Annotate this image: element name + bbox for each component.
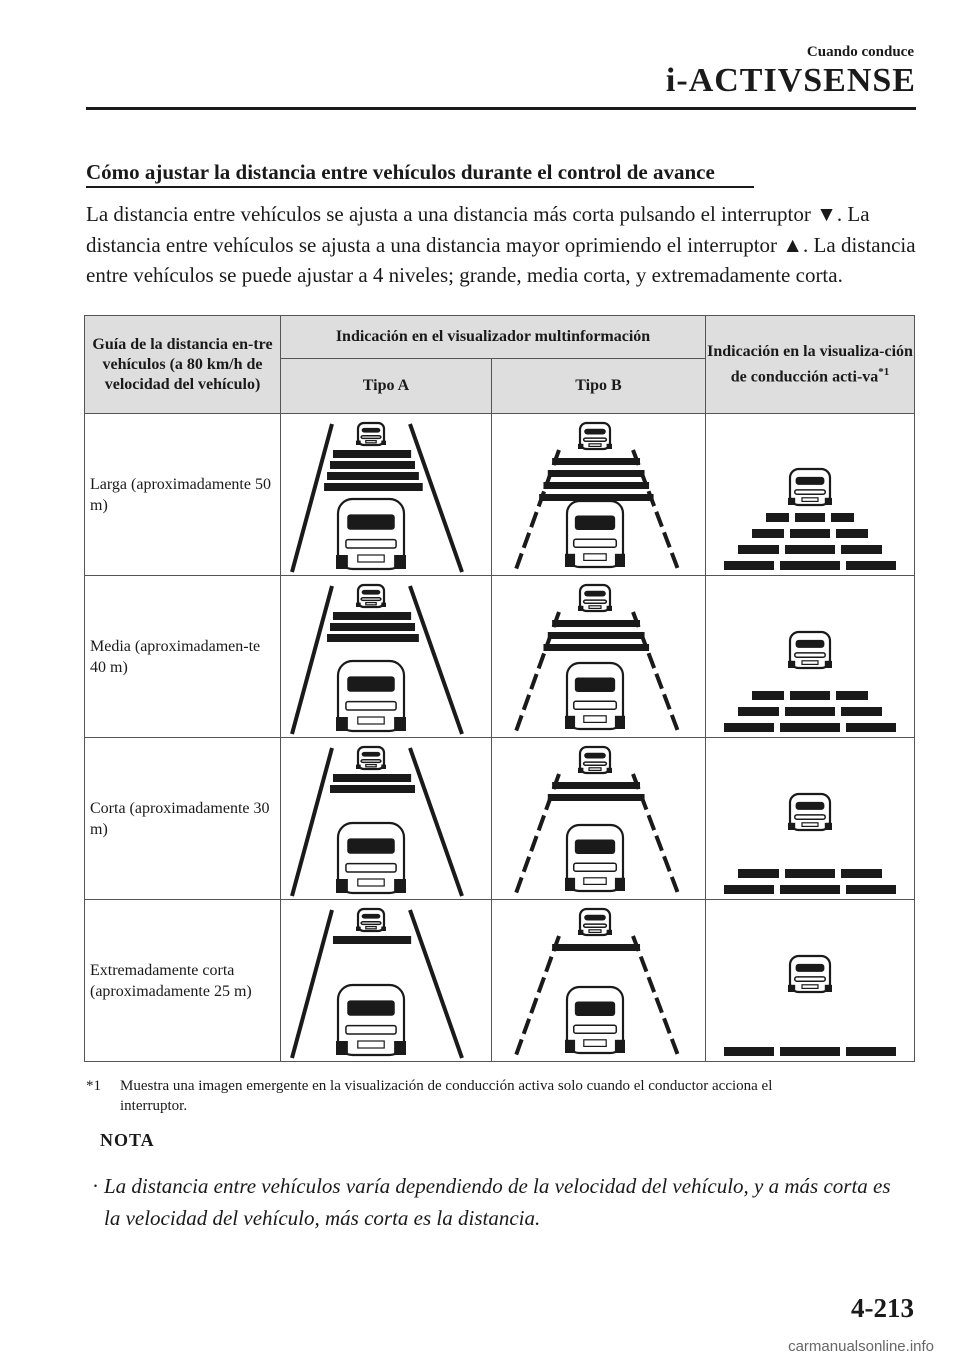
table-row <box>85 414 915 576</box>
lead-vehicle-icon <box>356 909 386 931</box>
distance-bar-left <box>738 869 779 878</box>
lead-vehicle-icon <box>578 909 612 935</box>
footnote-text-continued: interruptor. <box>120 1098 188 1114</box>
table-row <box>85 900 915 1062</box>
distance-bar-center <box>785 707 835 716</box>
row-label-larga: Larga (aproximadamente 50 m) <box>90 476 271 514</box>
distance-bar-left <box>724 723 774 732</box>
lane-line-right <box>633 774 679 896</box>
distance-bar <box>552 944 640 951</box>
section-title: Cómo ajustar la distancia entre vehículos durante el control de avance <box>86 160 715 184</box>
row-label-corta: Corta (aproximadamente 30 m) <box>90 800 270 838</box>
distance-bar-right <box>831 513 854 522</box>
distance-bar-center <box>780 885 840 894</box>
lane-line-left <box>515 936 559 1058</box>
distance-bar-center <box>795 513 825 522</box>
distance-bar-left <box>724 885 774 894</box>
lead-vehicle-icon <box>788 956 832 992</box>
distance-bar <box>547 794 644 801</box>
section-title-underline <box>86 186 754 188</box>
distance-bar-right <box>841 869 882 878</box>
chapter-title: i-ACTIVSENSE <box>665 62 916 99</box>
distance-bar <box>543 482 649 489</box>
col-tipo-b-header: Tipo B <box>492 359 706 414</box>
distance-bar <box>333 450 411 458</box>
distance-bar <box>330 461 415 469</box>
active-display-header-text: Indicación en la visualiza-ción de conducción acti-va <box>707 342 913 386</box>
table-row <box>85 576 915 738</box>
tipo-a-distance-graphic <box>286 416 486 574</box>
distance-bar-left <box>738 707 779 716</box>
distance-bar <box>552 620 640 627</box>
row-label-extremadamente-corta: Extremadamente corta (aproximadamente 25 m) <box>90 962 252 1000</box>
footnote-mark: *1 <box>86 1078 101 1094</box>
distance-bar <box>547 470 644 477</box>
lane-line-right <box>410 910 462 1058</box>
own-vehicle-icon <box>336 985 406 1055</box>
lane-line-left <box>515 774 559 896</box>
lane-line-left <box>292 586 332 734</box>
distance-bar-right <box>846 1047 896 1056</box>
lead-vehicle-icon <box>578 747 612 773</box>
lane-line-right <box>633 936 679 1058</box>
lane-line-left <box>515 450 559 572</box>
lead-vehicle-icon <box>578 423 612 449</box>
row-label-media: Media (aproximadamen-te 40 m) <box>90 638 261 676</box>
col-active-display-header <box>706 316 915 414</box>
lane-line-right <box>410 424 462 572</box>
lane-line-right <box>410 748 462 896</box>
lane-line-right <box>410 586 462 734</box>
distance-bar-left <box>752 691 784 700</box>
active-display-distance-graphic <box>710 902 910 1060</box>
distance-guide-table <box>84 315 915 1062</box>
distance-bar <box>327 634 419 642</box>
own-vehicle-icon <box>336 823 406 893</box>
active-display-distance-graphic <box>710 578 910 736</box>
distance-bar-left <box>752 529 784 538</box>
tipo-a-distance-graphic <box>286 578 486 736</box>
lead-vehicle-icon <box>788 632 832 668</box>
lane-line-right <box>633 450 679 572</box>
table-row <box>85 738 915 900</box>
tipo-b-distance-graphic <box>499 740 699 898</box>
lead-vehicle-icon <box>356 747 386 769</box>
distance-bar-left <box>738 545 779 554</box>
tipo-b-distance-graphic <box>499 416 699 574</box>
distance-bar <box>552 782 640 789</box>
note-heading: NOTA <box>100 1130 155 1150</box>
tipo-a-distance-graphic <box>286 740 486 898</box>
distance-bar-right <box>836 529 868 538</box>
body-paragraph: La distancia entre vehículos se ajusta a una distancia más corta pulsando el interruptor ▼. La distancia entre vehículos se ajusta a una distancia mayor oprimiendo el interruptor ▲. La distancia entre vehículos se puede ajustar a 4 niveles; grande, media corta, y extremadamente corta. <box>86 202 916 287</box>
own-vehicle-icon <box>565 987 625 1053</box>
lane-line-left <box>292 424 332 572</box>
lead-vehicle-icon <box>356 423 386 445</box>
distance-bar-right <box>841 707 882 716</box>
footnote <box>86 1076 916 1116</box>
distance-bar-center <box>780 723 840 732</box>
own-vehicle-icon <box>565 825 625 891</box>
header-divider <box>86 107 916 110</box>
active-display-distance-graphic <box>710 416 910 574</box>
distance-bar <box>327 472 419 480</box>
col-multi-info-header: Indicación en el visualizador multinformación <box>281 316 706 359</box>
distance-bar <box>330 623 415 631</box>
footnote-ref: *1 <box>878 365 890 378</box>
footer-watermark: carmanualsonline.info <box>788 1338 934 1355</box>
distance-bar-center <box>785 869 835 878</box>
lane-line-left <box>515 612 559 734</box>
lane-line-left <box>292 748 332 896</box>
distance-bar <box>333 774 411 782</box>
lead-vehicle-icon <box>356 585 386 607</box>
tipo-a-distance-graphic <box>286 902 486 1060</box>
own-vehicle-icon <box>565 663 625 729</box>
lead-vehicle-icon <box>578 585 612 611</box>
lane-line-right <box>633 612 679 734</box>
distance-bar-left <box>724 1047 774 1056</box>
distance-bar-left <box>724 561 774 570</box>
distance-bar <box>552 458 640 465</box>
distance-bar-left <box>766 513 789 522</box>
distance-bar-center <box>780 1047 840 1056</box>
tipo-b-distance-graphic <box>499 578 699 736</box>
distance-bar <box>324 483 423 491</box>
bullet-dot-icon: · <box>92 1174 99 1198</box>
distance-bar-right <box>846 885 896 894</box>
footnote-text: Muestra una imagen emergente en la visualización de conducción activa solo cuando el conductor acciona el <box>120 1078 773 1094</box>
distance-bar-center <box>790 529 830 538</box>
lane-line-left <box>292 910 332 1058</box>
col-distance-guide-header: Guía de la distancia en-tre vehículos (a 80 km/h de velocidad del vehículo) <box>85 316 281 414</box>
distance-bar-center <box>785 545 835 554</box>
own-vehicle-icon <box>565 501 625 567</box>
lead-vehicle-icon <box>788 469 832 505</box>
distance-bar-right <box>846 723 896 732</box>
distance-bar-right <box>841 545 882 554</box>
distance-bar-center <box>780 561 840 570</box>
col-tipo-a-header: Tipo A <box>281 359 492 414</box>
distance-bar <box>333 612 411 620</box>
lead-vehicle-icon <box>788 794 832 830</box>
distance-bar <box>330 785 415 793</box>
distance-bar-right <box>846 561 896 570</box>
own-vehicle-icon <box>336 661 406 731</box>
chapter-label: Cuando conduce <box>806 44 914 60</box>
tipo-b-distance-graphic <box>499 902 699 1060</box>
note-bullet-text: La distancia entre vehículos varía dependiendo de la velocidad del vehículo, y a más corta es la velocidad del vehículo, más corta es la distancia. <box>104 1174 891 1230</box>
distance-bar <box>547 632 644 639</box>
distance-bar <box>543 644 649 651</box>
page-number: 4-213 <box>851 1293 914 1323</box>
distance-bar-center <box>790 691 830 700</box>
own-vehicle-icon <box>336 499 406 569</box>
distance-bar <box>333 936 411 944</box>
distance-bar-right <box>836 691 868 700</box>
note-bullet <box>92 1170 904 1234</box>
active-display-distance-graphic <box>710 740 910 898</box>
